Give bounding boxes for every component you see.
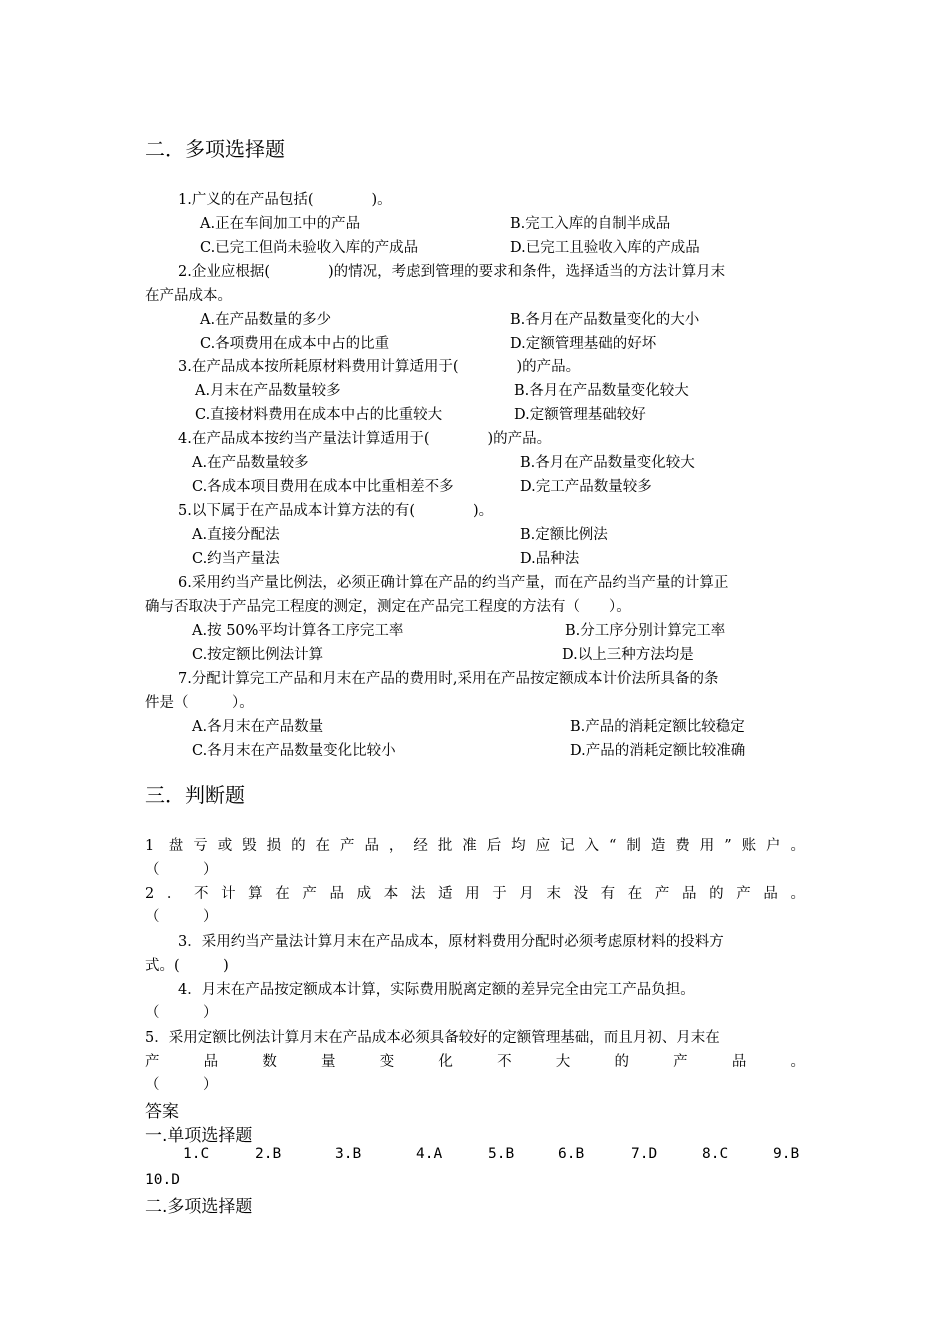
answer-item: 9.B (773, 1146, 800, 1162)
judgment-2-answer-blank: （ ） (145, 909, 218, 925)
question-3-option-a: A.月末在产品数量较多 (195, 383, 341, 399)
question-6-option-b: B.分工序分别计算完工率 (565, 623, 726, 639)
question-4-option-b: B.各月在产品数量变化较大 (520, 455, 695, 471)
question-2-option-a: A.在产品数量的多少 (200, 312, 332, 328)
question-2-option-c: C.各项费用在成本中占的比重 (200, 336, 390, 352)
question-3-stem: 3.在产品成本按所耗原材料费用计算适用于( )的产品。 (178, 359, 581, 375)
question-2-stem-line-1: 2.企业应根据( )的情况，考虑到管理的要求和条件，选择适当的方法计算月末 (178, 264, 726, 280)
question-4-option-c: C.各成本项目费用在成本中比重相差不多 (192, 479, 454, 495)
question-5-option-a: A.直接分配法 (192, 527, 280, 543)
answer-item: 5.B (488, 1146, 515, 1162)
judgment-3-text-continued: 式。( ) (145, 958, 229, 974)
question-7-option-b: B.产品的消耗定额比较稳定 (570, 719, 745, 735)
question-4-option-a: A.在产品数量较多 (192, 455, 309, 471)
judgment-5-text-continued: 产品数量变化不大的产品。 (145, 1054, 805, 1070)
answer-item: 2.B (255, 1146, 282, 1162)
section-title-multiple-choice: 二．多项选择题 (145, 137, 285, 161)
judgment-5-answer-blank: （ ） (145, 1077, 218, 1093)
question-6-stem-line-1: 6.采用约当产量比例法，必须正确计算在产品的约当产量，而在产品约当产量的计算正 (178, 575, 729, 591)
judgment-4-answer-blank: （ ） (145, 1005, 218, 1021)
question-1-option-b: B.完工入库的自制半成品 (510, 216, 671, 232)
question-1-stem: 1.广义的在产品包括( )。 (178, 192, 392, 208)
answer-item: 6.B (558, 1146, 585, 1162)
answer-item: 8.C (702, 1146, 729, 1162)
section-title-true-false: 三．判断题 (145, 783, 245, 807)
question-7-option-c: C.各月末在产品数量变化比较小 (192, 743, 396, 759)
question-6-option-a: A.按 50%平均计算各工序完工率 (192, 623, 404, 639)
answers-section-1-title: 一.单项选择题 (145, 1126, 253, 1146)
answer-item: 10.D (145, 1172, 180, 1188)
question-4-stem: 4.在产品成本按约当产量法计算适用于( )的产品。 (178, 431, 552, 447)
answers-section-2-title: 二.多项选择题 (145, 1197, 253, 1217)
answer-item: 3.B (335, 1146, 362, 1162)
question-5-option-d: D.品种法 (520, 551, 580, 567)
judgment-1-answer-blank: （ ） (145, 862, 218, 878)
question-5-stem: 5.以下属于在产品成本计算方法的有( )。 (178, 503, 494, 519)
question-3-option-d: D.定额管理基础较好 (514, 407, 646, 423)
judgment-5-text: 5．采用定额比例法计算月末在产品成本必须具备较好的定额管理基础，而且月初、月末在 (145, 1030, 720, 1046)
question-7-stem-line-1: 7.分配计算完工产品和月末在产品的费用时,采用在产品按定额成本计价法所具备的条 (178, 671, 719, 687)
answer-item: 4.A (416, 1146, 443, 1162)
question-1-option-d: D.已完工且验收入库的产成品 (510, 240, 700, 256)
judgment-2-text: 2．不计算在产品成本法适用于月末没有在产品的产品。 (145, 886, 805, 902)
question-2-option-b: B.各月在产品数量变化的大小 (510, 312, 700, 328)
question-5-option-c: C.约当产量法 (192, 551, 280, 567)
question-5-option-b: B.定额比例法 (520, 527, 608, 543)
question-3-option-c: C.直接材料费用在成本中占的比重较大 (195, 407, 443, 423)
judgment-1-text: 1 盘亏或毁损的在产品，经批准后均应记入“制造费用”账户。 (145, 838, 805, 854)
judgment-3-text: 3．采用约当产量法计算月末在产品成本，原材料费用分配时必须考虑原材料的投料方 (178, 934, 724, 950)
question-6-option-d: D.以上三种方法均是 (562, 647, 694, 663)
question-2-stem-line-2: 在产品成本。 (145, 288, 232, 304)
answer-item: 7.D (631, 1146, 658, 1162)
question-6-option-c: C.按定额比例法计算 (192, 647, 324, 663)
question-7-stem-line-2: 件是（ ）。 (145, 695, 254, 711)
question-7-option-d: D.产品的消耗定额比较准确 (570, 743, 746, 759)
question-3-option-b: B.各月在产品数量变化较大 (514, 383, 689, 399)
answers-title: 答案 (145, 1102, 179, 1122)
question-6-stem-line-2: 确与否取决于产品完工程度的测定，测定在产品完工程度的方法有（ ）。 (145, 599, 631, 615)
question-4-option-d: D.完工产品数量较多 (520, 479, 652, 495)
question-1-option-c: C.已完工但尚未验收入库的产成品 (200, 240, 419, 256)
question-7-option-a: A.各月末在产品数量 (192, 719, 324, 735)
question-1-option-a: A.正在车间加工中的产品 (200, 216, 361, 232)
answer-item: 1.C (183, 1146, 210, 1162)
question-2-option-d: D.定额管理基础的好坏 (510, 336, 657, 352)
judgment-4-text: 4．月末在产品按定额成本计算，实际费用脱离定额的差异完全由完工产品负担。 (178, 982, 695, 998)
